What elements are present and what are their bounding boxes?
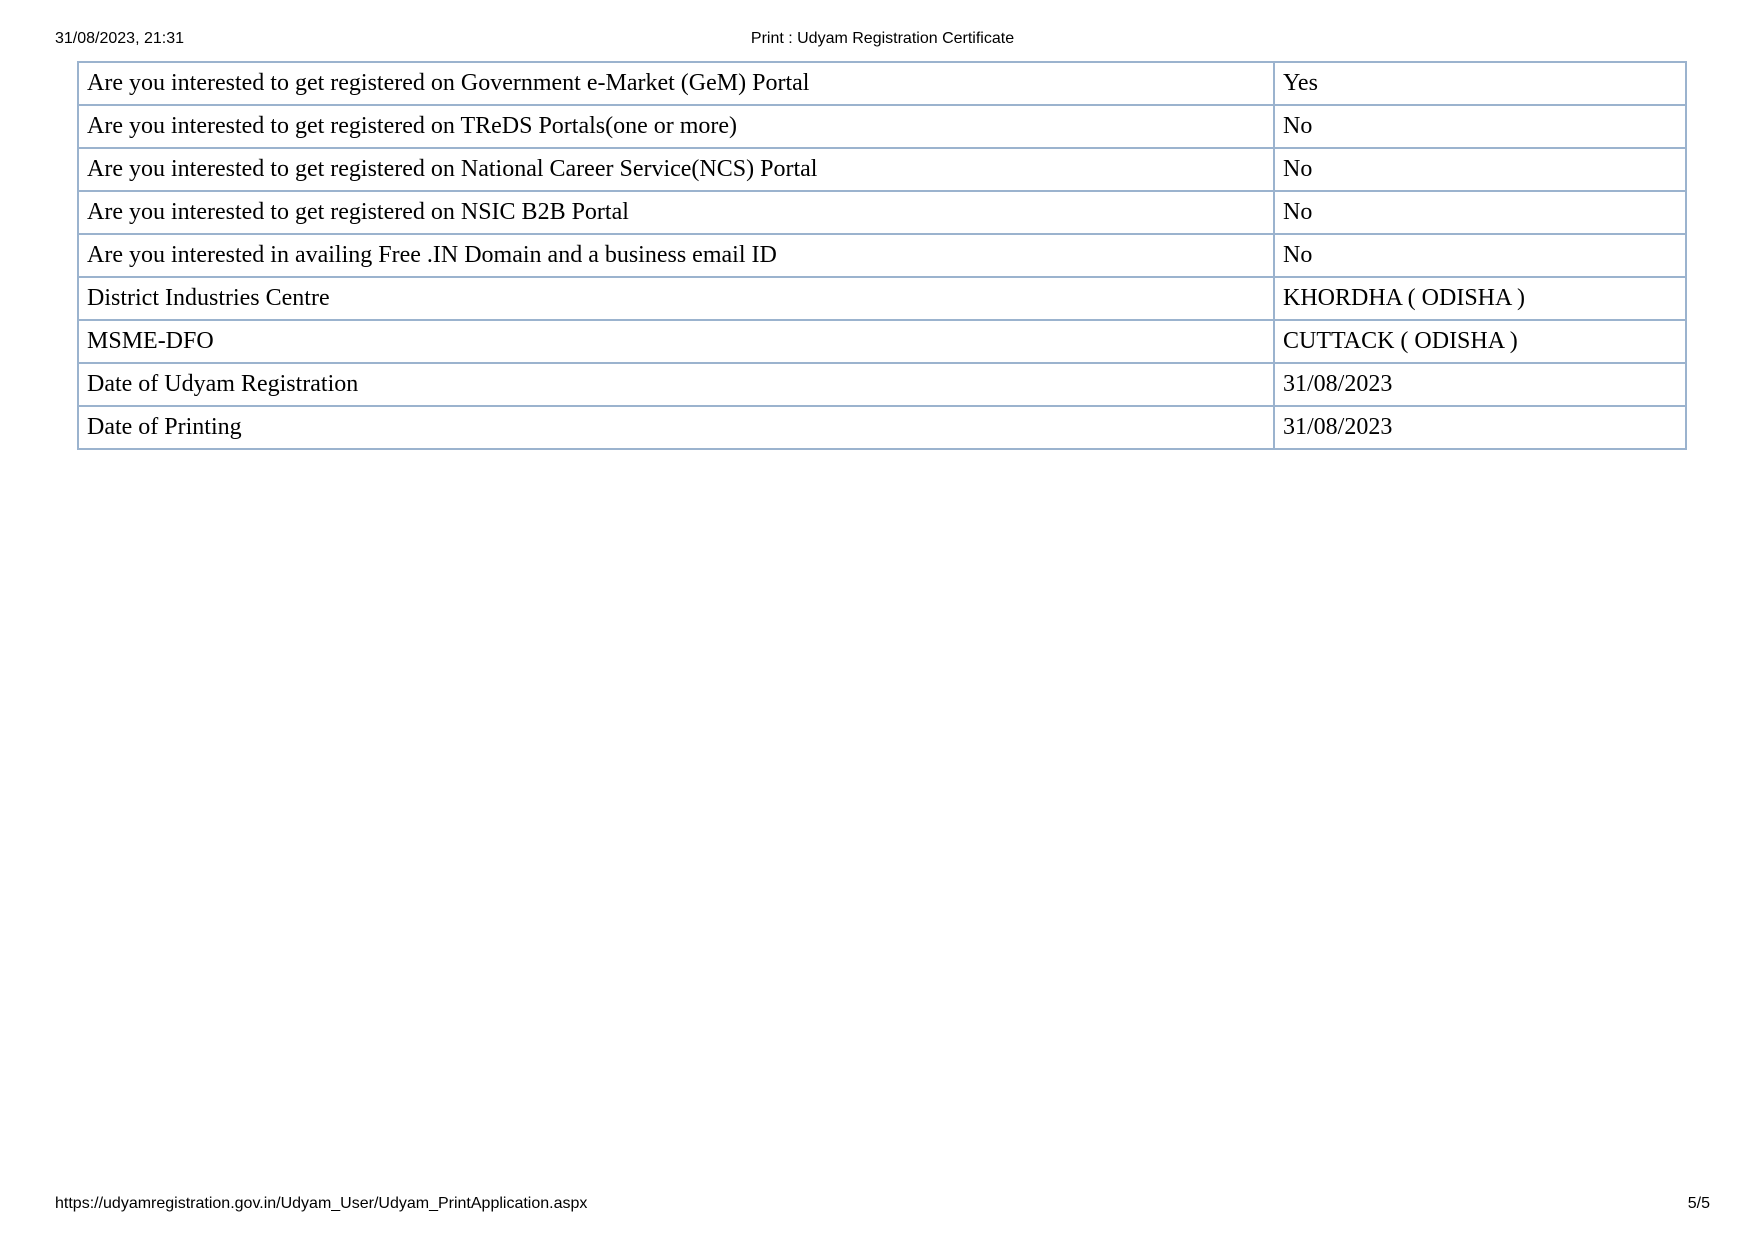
row-label-nsic-b2b-portal: Are you interested to get registered on NSIC B2B Portal (78, 191, 1274, 234)
row-label-treds-portals: Are you interested to get registered on TReDS Portals(one or more) (78, 105, 1274, 148)
table-row (78, 191, 1686, 234)
print-footer (55, 1195, 1710, 1217)
row-value-free-in-domain: No (1274, 234, 1686, 277)
row-label-date-of-registration: Date of Udyam Registration (78, 363, 1274, 406)
table-row (78, 105, 1686, 148)
row-value-nsic-b2b-portal: No (1274, 191, 1686, 234)
table-row (78, 277, 1686, 320)
row-label-date-of-printing: Date of Printing (78, 406, 1274, 449)
row-label-district-industries-centre: District Industries Centre (78, 277, 1274, 320)
document-title: Print : Udyam Registration Certificate (750, 30, 1015, 47)
table-row (78, 363, 1686, 406)
row-value-ncs-portal: No (1274, 148, 1686, 191)
row-value-treds-portals: No (1274, 105, 1686, 148)
print-header (55, 30, 1710, 52)
page-number: 5/5 (1687, 1195, 1710, 1212)
table-row (78, 320, 1686, 363)
table-row (78, 62, 1686, 105)
page-url: https://udyamregistration.gov.in/Udyam_User/Udyam_PrintApplication.aspx (55, 1195, 588, 1212)
print-timestamp: 31/08/2023, 21:31 (55, 30, 185, 47)
row-value-msme-dfo: CUTTACK ( ODISHA ) (1274, 320, 1686, 363)
table-row (78, 406, 1686, 449)
row-value-gem-portal: Yes (1274, 62, 1686, 105)
row-value-date-of-printing: 31/08/2023 (1274, 406, 1686, 449)
table-row (78, 148, 1686, 191)
row-label-ncs-portal: Are you interested to get registered on National Career Service(NCS) Portal (78, 148, 1274, 191)
table-row (78, 234, 1686, 277)
registration-details-table (77, 61, 1687, 450)
row-value-district-industries-centre: KHORDHA ( ODISHA ) (1274, 277, 1686, 320)
row-label-gem-portal: Are you interested to get registered on Government e-Market (GeM) Portal (78, 62, 1274, 105)
row-value-date-of-registration: 31/08/2023 (1274, 363, 1686, 406)
row-label-msme-dfo: MSME-DFO (78, 320, 1274, 363)
row-label-free-in-domain: Are you interested in availing Free .IN Domain and a business email ID (78, 234, 1274, 277)
